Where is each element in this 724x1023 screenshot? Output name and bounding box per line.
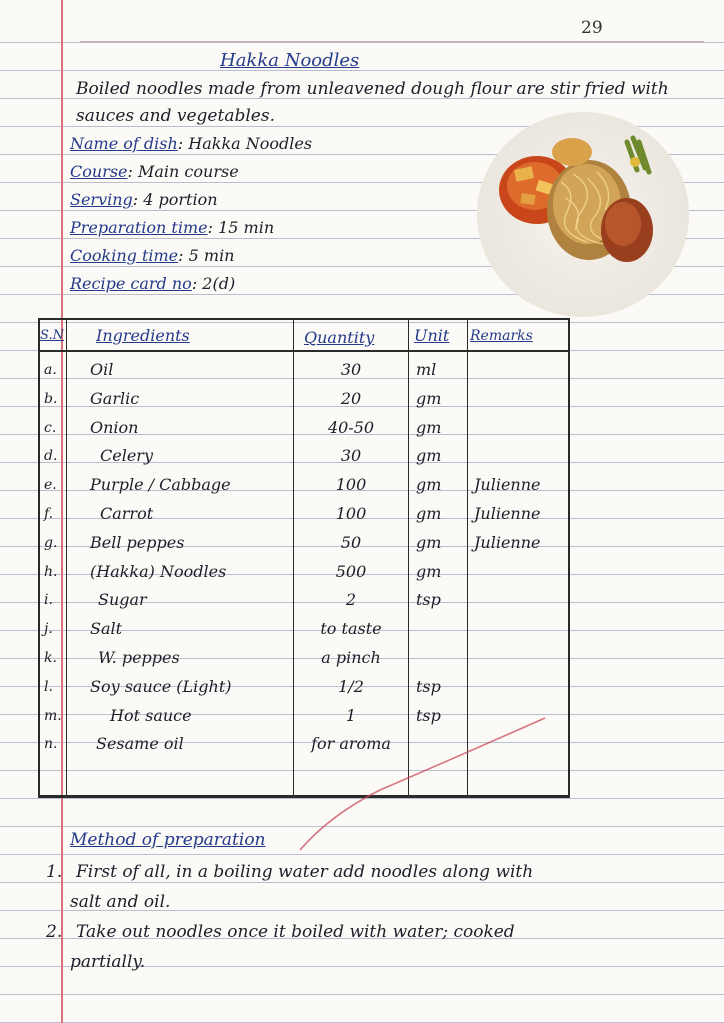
cell-unit: tsp	[416, 705, 441, 725]
cell-unit: gm	[416, 446, 442, 466]
header-unit: Unit	[414, 326, 450, 345]
cell-unit: tsp	[416, 590, 441, 610]
cell-sn: j.	[44, 621, 53, 638]
cell-quantity: 30	[340, 446, 362, 466]
meta-row-prep-time: Preparation time: 15 min	[70, 218, 275, 237]
cell-sn: c.	[44, 419, 57, 436]
step-2-line-1: Take out noodles once it boiled with water; cooked	[76, 922, 515, 942]
meta-row-card-no: Recipe card no: 2(d)	[70, 274, 236, 293]
cell-unit: tsp	[416, 676, 441, 696]
cell-ingredient: W. peppes	[98, 648, 180, 667]
cell-ingredient: (Hakka) Noodles	[90, 561, 227, 581]
cell-remarks: Julienne	[474, 504, 541, 523]
header-ingredients: Ingredients	[96, 326, 190, 345]
step-1-number: 1.	[46, 862, 63, 882]
cell-ingredient: Hot sauce	[110, 705, 192, 725]
cell-ingredient: Sesame oil	[96, 734, 184, 754]
cell-ingredient: Celery	[100, 446, 153, 466]
cell-quantity: 50	[340, 532, 362, 552]
cell-unit: gm	[416, 532, 442, 552]
header-remarks: Remarks	[470, 328, 533, 344]
cell-ingredient: Soy sauce (Light)	[90, 676, 232, 696]
cell-quantity: 1	[345, 705, 357, 725]
meta-value: 5 min	[188, 246, 235, 265]
meta-value: Hakka Noodles	[188, 134, 313, 153]
meta-value: Main course	[138, 162, 239, 181]
meta-label: Cooking time	[70, 246, 179, 265]
cell-sn: a.	[44, 362, 57, 378]
cell-sn: m.	[44, 707, 62, 724]
cell-sn: l.	[44, 678, 53, 695]
cell-ingredient: Carrot	[100, 504, 154, 523]
cell-unit: gm	[416, 561, 442, 581]
meta-row-cook-time: Cooking time: 5 min	[70, 246, 235, 265]
cell-ingredient: Garlic	[90, 388, 140, 408]
cell-sn: i.	[44, 592, 53, 609]
cell-unit: gm	[416, 388, 442, 408]
cell-sn: h.	[44, 563, 58, 580]
cell-quantity: 2	[345, 590, 357, 610]
cell-quantity: 20	[340, 388, 362, 408]
cell-sn: d.	[44, 448, 58, 465]
meta-row-course: Course: Main course	[70, 162, 239, 181]
cell-remarks: Julienne	[474, 475, 541, 495]
cell-quantity: for aroma	[311, 734, 391, 754]
cell-remarks: Julienne	[474, 532, 541, 552]
cell-ingredient: Sugar	[98, 590, 147, 610]
step-1-line-2: salt and oil.	[70, 892, 171, 912]
meta-label: Course	[70, 162, 128, 181]
cell-quantity: 100	[335, 475, 367, 495]
cell-quantity: a pinch	[321, 648, 381, 667]
meta-label: Preparation time	[70, 218, 208, 237]
meta-row-serving: Serving: 4 portion	[70, 190, 218, 209]
meta-value: 2(d)	[202, 274, 236, 293]
meta-row-dish: Name of dish: Hakka Noodles	[70, 134, 313, 153]
page-title: Hakka Noodles	[220, 50, 360, 71]
cell-ingredient: Oil	[90, 360, 114, 379]
cell-sn: e.	[44, 477, 57, 494]
cell-ingredient: Salt	[90, 619, 123, 639]
cell-sn: g.	[44, 534, 58, 551]
cell-quantity: 100	[335, 504, 367, 523]
cell-quantity: 1/2	[338, 676, 364, 696]
step-2-number: 2.	[46, 922, 63, 942]
page-number: 29	[581, 18, 603, 38]
header-sn: S.N	[40, 328, 64, 343]
meta-label: Name of dish	[70, 134, 178, 153]
meta-value: 4 portion	[143, 190, 218, 209]
cell-sn: n.	[44, 736, 58, 753]
meta-label: Recipe card no	[70, 274, 192, 293]
cell-unit: gm	[416, 417, 442, 437]
cell-quantity: 30	[340, 360, 362, 379]
cell-unit: ml	[416, 360, 437, 379]
meta-label: Serving	[70, 190, 133, 209]
cell-unit: gm	[416, 504, 442, 523]
method-title: Method of preparation	[70, 830, 266, 850]
step-2-line-2: partially.	[70, 952, 146, 972]
meta-value: 15 min	[218, 218, 275, 237]
intro-text: Boiled noodles made from unleavened dough flour are stir fried with sauces and vegetables.	[76, 79, 669, 126]
cell-sn: f.	[44, 506, 54, 522]
cell-ingredient: Purple / Cabbage	[90, 475, 231, 495]
cell-sn: k.	[44, 650, 57, 666]
cell-quantity: 40-50	[327, 417, 375, 437]
header-quantity: Quantity	[304, 328, 375, 347]
cell-quantity: 500	[335, 561, 367, 581]
step-1-line-1: First of all, in a boiling water add noodles along with	[76, 862, 534, 882]
cell-ingredient: Onion	[90, 417, 139, 437]
cell-sn: b.	[44, 390, 58, 407]
cell-unit: gm	[416, 475, 442, 495]
cell-ingredient: Bell peppes	[90, 532, 185, 552]
cell-quantity: to taste	[320, 619, 382, 639]
